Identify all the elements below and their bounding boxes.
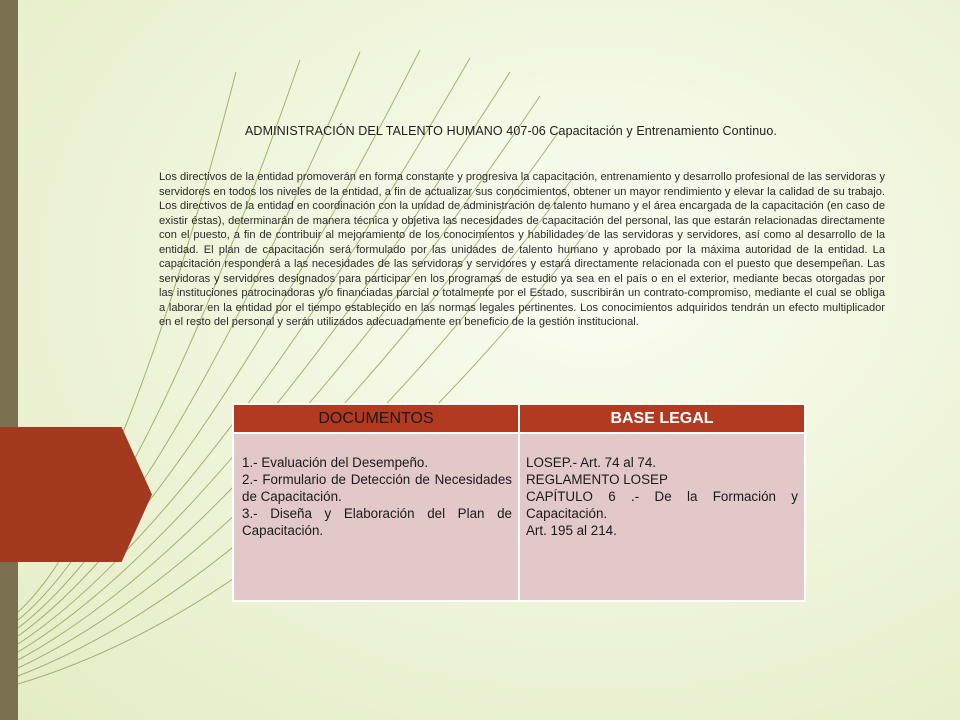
documento-item: 1.- Evaluación del Desempeño. xyxy=(242,455,429,470)
documento-item: 3.- Diseña y Elaboración del Plan de Capacitación. xyxy=(242,506,512,538)
table-header-row xyxy=(233,404,805,433)
documento-item: 2.- Formulario de Detección de Necesidades de Capacitación. xyxy=(242,472,512,504)
red-arrow-tab xyxy=(0,427,152,562)
left-accent-bar xyxy=(0,0,18,720)
header-base-legal: BASE LEGAL xyxy=(519,404,805,433)
base-legal-item: REGLAMENTO LOSEP xyxy=(526,472,668,487)
documents-legal-table xyxy=(232,403,806,602)
header-documentos: DOCUMENTOS xyxy=(233,404,519,433)
base-legal-item: Art. 195 al 214. xyxy=(526,523,617,538)
table-row xyxy=(233,433,805,601)
slide-body-text: Los directivos de la entidad promoverán en forma constante y progresiva la capacitación, entrenamiento y desarrollo profesional de las servidoras y servidores en todos los niveles de la entidad, a fin de actualizar sus conocimientos, obtener un mayor rendimiento y elevar la calidad de su trabajo. Los directivos de la entidad en coordinación con la unidad de administración de talento humano y el área encargada de la capacitación (en caso de existir éstas), determinarán de manera técnica y objetiva las necesidades de capacitación del personal, las que estarán relacionadas directamente con el puesto, a fin de contribuir al mejoramiento de los conocimientos y habilidades de las servidoras y servidores, así como al desarrollo de la entidad. El plan de capacitación será formulado por las unidades de talento humano y aprobado por la máxima autoridad de la entidad. La capacitación responderá a las necesidades de las servidoras y servidores y estará directamente relacionada con el puesto que desempeñan. Las servidoras y servidores designados para participar en los programas de estudio ya sea en el país o en el exterior, mediante becas otorgadas por las instituciones patrocinadoras y/o financiadas parcial o totalmente por el Estado, suscribirán un contrato-compromiso, mediante el cual se obliga a laborar en la entidad por el tiempo establecido en las normas legales pertinentes. Los conocimientos adquiridos tendrán un efecto multiplicador en el resto del personal y serán utilizados adecuadamente en beneficio de la gestión institucional. xyxy=(159,171,885,328)
base-legal-cell xyxy=(519,433,805,601)
documentos-cell xyxy=(233,433,519,601)
base-legal-item: LOSEP.- Art. 74 al 74. xyxy=(526,455,657,470)
slide-heading: ADMINISTRACIÓN DEL TALENTO HUMANO 407-06 Capacitación y Entrenamiento Continuo. xyxy=(245,124,777,138)
base-legal-item: CAPÍTULO 6 .- De la Formación y Capacitación. xyxy=(526,489,798,521)
